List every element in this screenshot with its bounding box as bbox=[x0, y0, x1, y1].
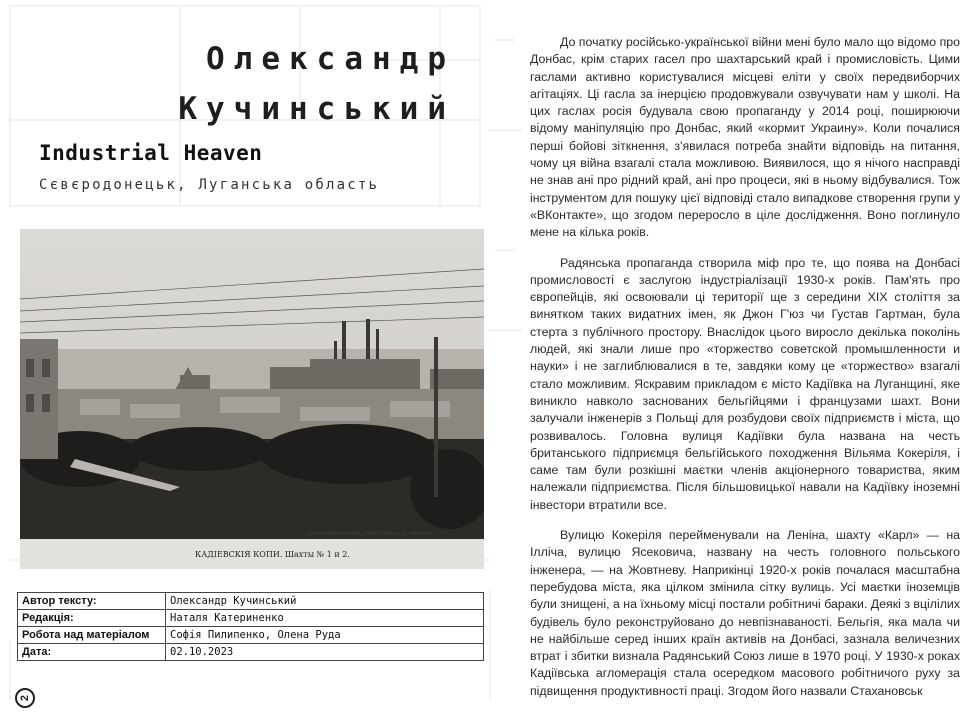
author-last-name: Кучинський bbox=[178, 91, 455, 127]
article-paragraph: До початку російсько-української війни мені було мало що відомо про Донбас, крім старих гасел про шахтарський край і промисловість. Цими гаслами активно користувалися місцеві еліти у своїх передвиборчих агітаціях. Ці гасла за інерцією продовжували озвучувати нам у школі. На цих гаслах росія будувала свою пропаганду у 2014 році, поширюючи відому маніпуляцію про Донбас, який «кормит Украину». Коли почалися перші бойові зіткнення, з'явилася потреба знайти відповідь на питання, чому ця війна взагалі стала можливою. Виявилося, що я нічого насправді не знав ані про рідний край, ані про процеси, які в ньому відбувалися. Тож інструментом для пошуку цієї відповіді стало випадкове створення групи у «ВКонтакте», що згодом переросло в ціле дослідження. Воно поглинуло мене на кілька років. bbox=[530, 35, 960, 240]
article-paragraph: Радянська пропаганда створила міф про те, що поява на Донбасі промисловості є заслугою індустріалізації 1930-х років. Пам'ять про європейців, які освоювали ці території ще з середини XIX століття за винятком таких видатних імен, як Джон Г'юз чи Густав Гартман, була стерта з публічного простору. Внаслідок цього виросло декілька поколінь людей, які знали лише про «торжество советской промышленности и науки» і не заглиблювалися в те, завдяки кому це «торжество» взагалі стало можливим. Яскравим прикладом є місто Кадіївка на Луганщині, яке виникло навколо заснованих бельгійцями і французами шахт. Вони залучали інженерів з Польщі для розбудови своїх підприємств і міста, що розвивалось. Головна вулиця Кадіївки була названа на честь британського підприємця бельгійського походження Вільяма Кокеріля, і саме там були розкішні маєтки членів акціонерного товариства, яким належали підприємства. Після більшовицької навали на Кадіївку іноземні інвестори втратили все. bbox=[530, 255, 960, 512]
table-row bbox=[18, 627, 484, 644]
credit-label: Автор тексту: bbox=[18, 593, 166, 610]
credit-label: Дата: bbox=[18, 644, 166, 661]
author-first-name: Олександр bbox=[206, 41, 455, 77]
work-title: Industrial Heaven bbox=[39, 141, 263, 165]
table-row bbox=[18, 593, 484, 610]
table-row bbox=[18, 610, 484, 627]
location-label: Сєвєродонецьк, Луганська область bbox=[39, 177, 380, 193]
author-title bbox=[95, 34, 455, 134]
photo-caption: КАДІЕВСКІЯ КОПИ. Шахты № 1 и 2. bbox=[195, 550, 350, 559]
credit-value: Софія Пилипенко, Олена Руда bbox=[166, 627, 484, 644]
credit-label: Редакція: bbox=[18, 610, 166, 627]
photo-credit: ФОТОТИПІЯ ШЕРЕРЪ, НАБГОЛЬЦЪ и К°, МОСКВА. bbox=[308, 532, 434, 537]
telegraph-pole bbox=[434, 337, 438, 497]
credit-value: 02.10.2023 bbox=[166, 644, 484, 661]
table-row bbox=[18, 644, 484, 661]
left-building bbox=[20, 339, 58, 459]
credit-value: Олександр Кучинський bbox=[166, 593, 484, 610]
page-number: 2 bbox=[15, 688, 35, 708]
article-paragraph: Вулицю Кокеріля перейменували на Леніна, шахту «Карл» — на Ілліча, вулицю Ясековича, названу на честь головного польського інженера, — на Жовтневу. Наприкінці 1920-х років почалася масштабна перебудова міста, яка цілком змінила сітку вулиць. Усі маєтки іноземців були знищені, а на їхньому місці постали робітничі бараки. Деякі з вцілілих будівель було реконструйовано до невпізнаваності. Бельгія, яка мала чи не найбільше серед інших країн активів на Донбасі, зазнала величезних втрат і збитки визнала Радянський Союз лише в 1970 році. У 1930-х роках Кадіївська агломерація стала осередком масового робітничого руху за підвищення продуктивності праці. Згодом його назвали Стахановськ bbox=[530, 528, 960, 698]
historical-photo bbox=[20, 229, 484, 569]
credit-label: Робота над матеріалом bbox=[18, 627, 166, 644]
article-body bbox=[530, 34, 960, 713]
credit-value: Наталя Катериненко bbox=[166, 610, 484, 627]
credits-table bbox=[17, 592, 484, 661]
